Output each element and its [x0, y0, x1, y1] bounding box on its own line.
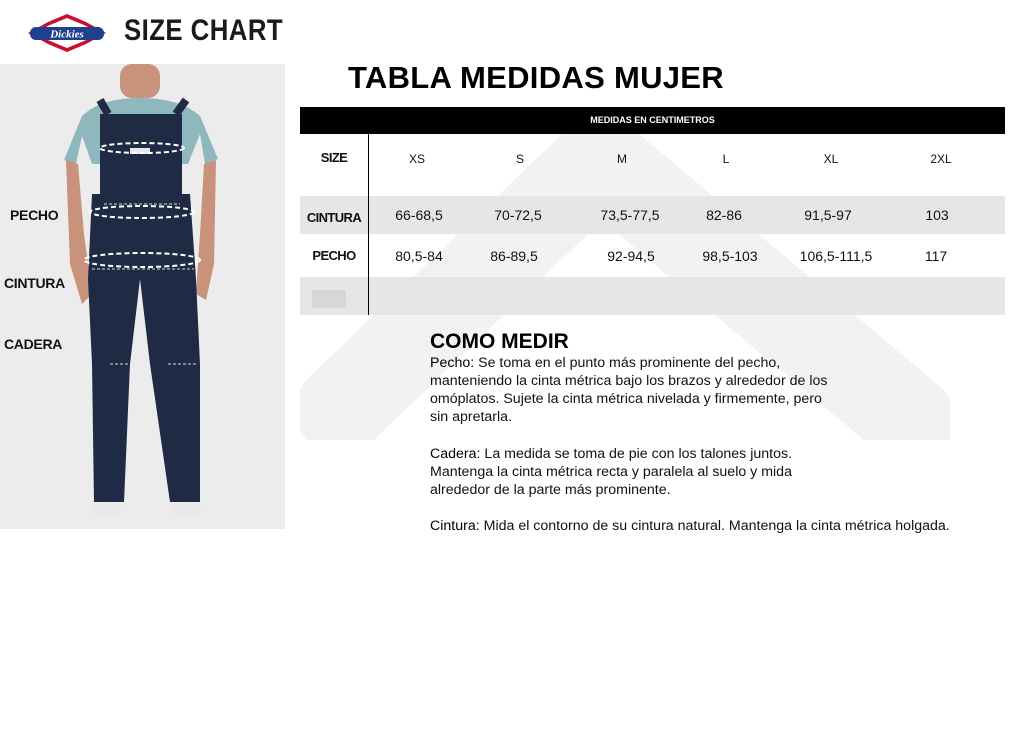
table-row	[300, 196, 1005, 234]
dickies-logo	[26, 12, 108, 54]
cintura-instructions	[430, 517, 1010, 535]
pecho-term: Pecho:	[430, 355, 475, 371]
empty-table-row	[300, 277, 1005, 315]
size-m: M	[617, 152, 627, 166]
cadera-instructions	[430, 445, 830, 499]
size-l: L	[722, 152, 730, 166]
table-banner: MEDIDAS EN CENTIMETROS	[300, 107, 1005, 134]
cadera-label: CADERA	[4, 336, 63, 352]
cintura-s: 70-72,5	[494, 207, 542, 223]
pecho-xl: 106,5-111,5	[799, 248, 873, 264]
size-xl: XL	[823, 152, 839, 166]
how-to-measure-title: COMO MEDIR	[430, 330, 569, 353]
size-label: SIZE	[320, 150, 348, 165]
size-chart-title: SIZE CHART	[124, 14, 284, 47]
cintura-m: 73,5-77,5	[600, 207, 660, 223]
size-xs: XS	[408, 152, 425, 166]
pecho-s: 86-89,5	[490, 248, 538, 264]
pecho-text: Se toma en el punto más prominente del pecho, manteniendo la cinta métrica bajo los brazos y alrededor de los omóplatos. Sujete la cinta métrica nivelada y firmemente, pero sin apretarla.	[430, 355, 828, 425]
pecho-l: 98,5-103	[702, 248, 758, 264]
pecho-xs: 80,5-84	[395, 248, 443, 264]
cintura-l: 82-86	[706, 207, 742, 223]
cadera-term: Cadera:	[430, 446, 481, 462]
cintura-xs: 66-68,5	[395, 207, 443, 223]
empty-cell-mark	[312, 290, 346, 308]
logo-text: Dickies	[50, 28, 84, 41]
cintura-term: Cintura:	[430, 518, 480, 534]
row-label-cintura: CINTURA	[306, 210, 362, 225]
pecho-2xl: 117	[924, 248, 948, 264]
size-s: S	[515, 152, 524, 166]
cintura-text: Mida el contorno de su cintura natural. Mantenga la cinta métrica holgada.	[479, 518, 950, 534]
table-divider	[368, 134, 369, 315]
pecho-label: PECHO	[10, 207, 59, 223]
cintura-2xl: 103	[925, 207, 949, 223]
pecho-m: 92-94,5	[607, 248, 655, 264]
main-title: TABLA MEDIDAS MUJER	[348, 60, 724, 95]
size-2xl: 2XL	[930, 152, 952, 166]
cintura-xl: 91,5-97	[804, 207, 852, 223]
size-header-row	[300, 134, 1005, 196]
cadera-text: La medida se toma de pie con los talones juntos. Mantenga la cinta métrica recta y paralela al suelo y mida alrededor de la parte más prominente.	[430, 446, 793, 498]
cintura-label: CINTURA	[4, 275, 65, 291]
table-row	[300, 234, 1005, 276]
model-figure-panel	[0, 64, 285, 529]
row-label-pecho: PECHO	[312, 248, 356, 263]
pecho-instructions	[430, 354, 830, 426]
model-illustration	[0, 64, 285, 529]
